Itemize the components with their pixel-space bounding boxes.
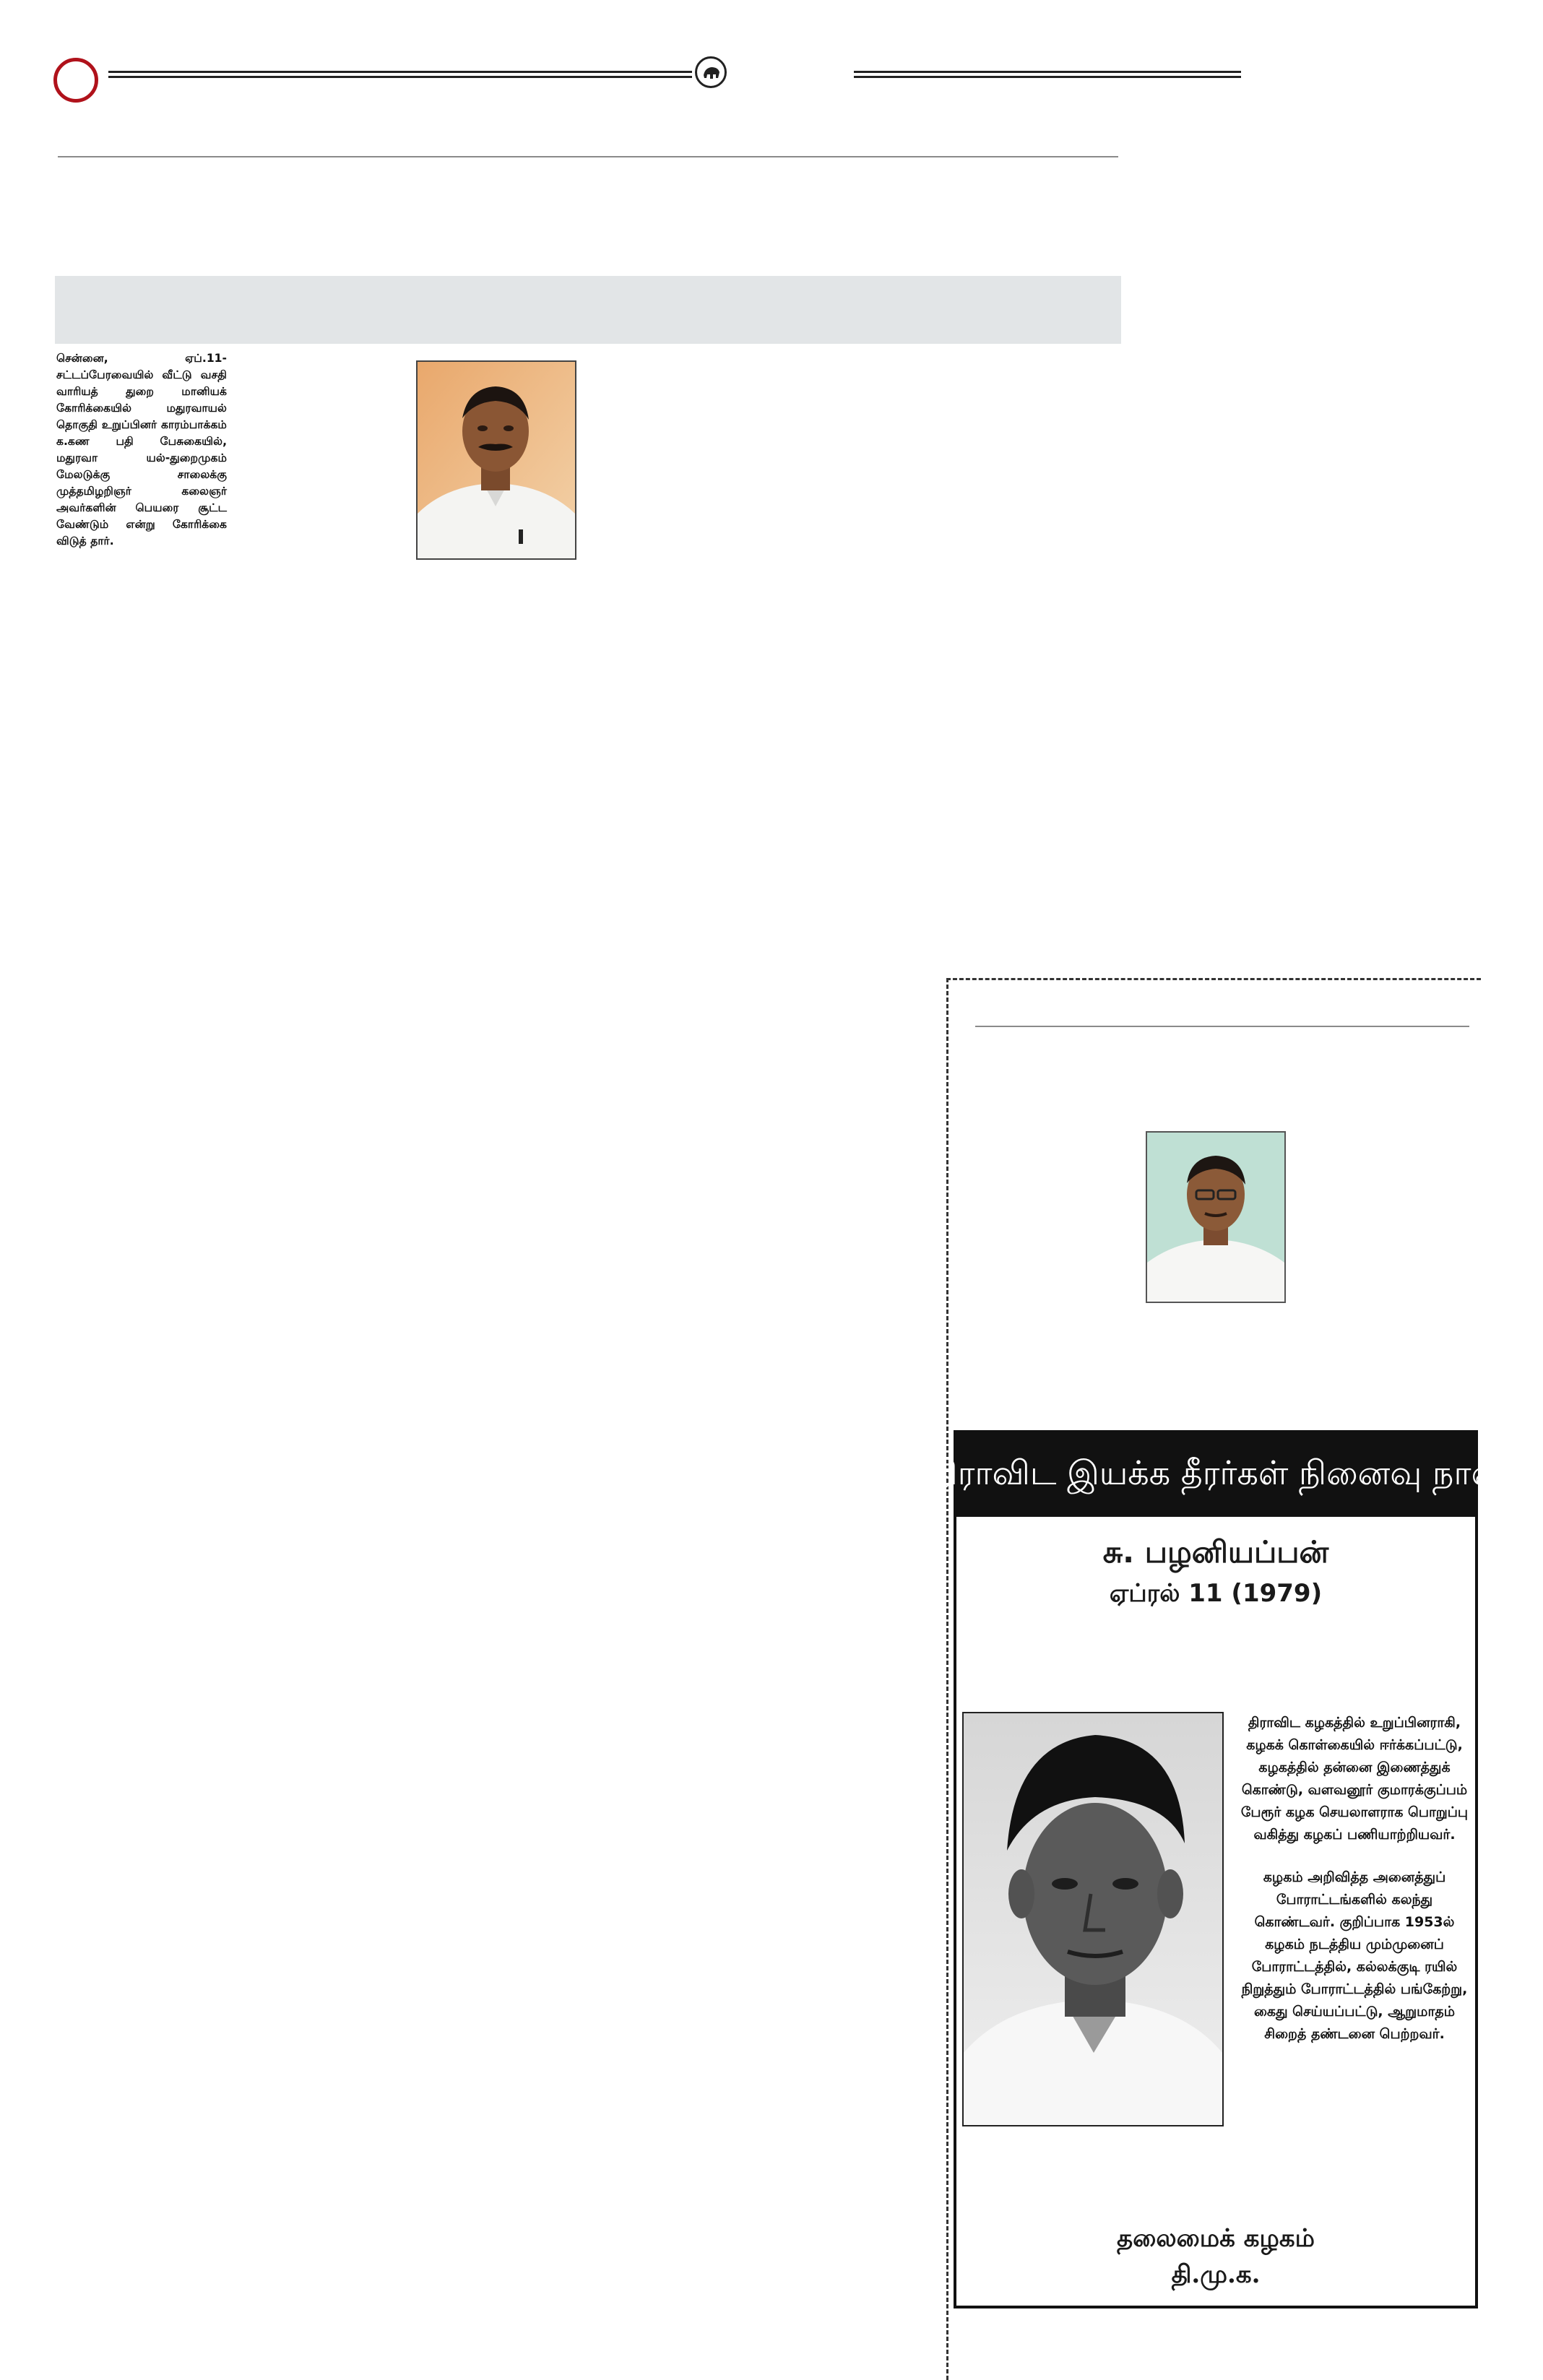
memorial-person-name: சு. பழனியப்பன் bbox=[1102, 1534, 1329, 1570]
memorial-portrait-photo bbox=[962, 1712, 1224, 2126]
memorial-title: திராவிட இயக்க தீரர்கள் நினைவு நாள் bbox=[956, 1433, 1475, 1517]
right-box-divider bbox=[975, 1026, 1469, 1027]
memorial-date: ஏப்ரல் 11 (1979) bbox=[1109, 1579, 1323, 1608]
memorial-biography bbox=[1235, 1712, 1474, 2066]
mla-portrait-photo bbox=[416, 360, 576, 560]
leader-portrait-photo bbox=[1146, 1131, 1286, 1303]
headline-band bbox=[55, 276, 1121, 344]
memorial-sign-line-2: தி.மு.க. bbox=[1171, 2260, 1261, 2289]
page-number-circle bbox=[53, 58, 98, 103]
memorial-sign-line-1: தலைமைக் கழகம் bbox=[1117, 2224, 1315, 2253]
party-emblem-icon bbox=[695, 56, 727, 88]
memorial-signature bbox=[956, 2220, 1475, 2293]
memorial-notice bbox=[930, 1430, 1501, 2308]
news-article-text: சென்னை, ஏப்.11- சட்டப்பேரவையில் வீட்டு வசதி வாரியத் துறை மானியக் கோரிக்கையில் மதுரவாயல் தொகுதி உறுப்பினர் காரம்பாக்கம் க.கண பதி பேசுகையில், மதுரவா யல்-துறைமுகம் மேலடுக்கு சாலைக்கு முத்தமிழறிஞர் கலைஞர் அவர்களின் பெயரை சூட்ட வேண்டும் என்று கோரிக்கை விடுத் தார். bbox=[56, 352, 227, 548]
memorial-bio-paragraph-2: கழகம் அறிவித்த அனைத்துப் போராட்டங்களில் கலந்து கொண்டவர். குறிப்பாக 1953ல் கழகம் நடத்திய மும்முனைப் போராட்டத்தில், கல்லக்குடி ரயில் நிறுத்தும் போராட்டத்தில் பங்கேற்று, கைது செய்யப்பட்டு, ஆறுமாதம் சிறைத் தண்டனை பெற்றவர். bbox=[1241, 1869, 1468, 2042]
masthead-rule-right bbox=[854, 71, 1241, 78]
header-divider bbox=[58, 156, 1118, 157]
memorial-bio-paragraph-1: திராவிட கழகத்தில் உறுப்பினராகி, கழகக் கொள்கையில் ஈர்க்கப்பட்டு, கழகத்தில் தன்னை இணைத்துக் கொண்டு, வளவனூர் குமாரக்குப்பம் பேரூர் கழக செயலாளராக பொறுப்பு வகித்து கழகப் பணியாற்றியவர். bbox=[1240, 1715, 1469, 1843]
masthead-rule-left bbox=[108, 71, 692, 78]
